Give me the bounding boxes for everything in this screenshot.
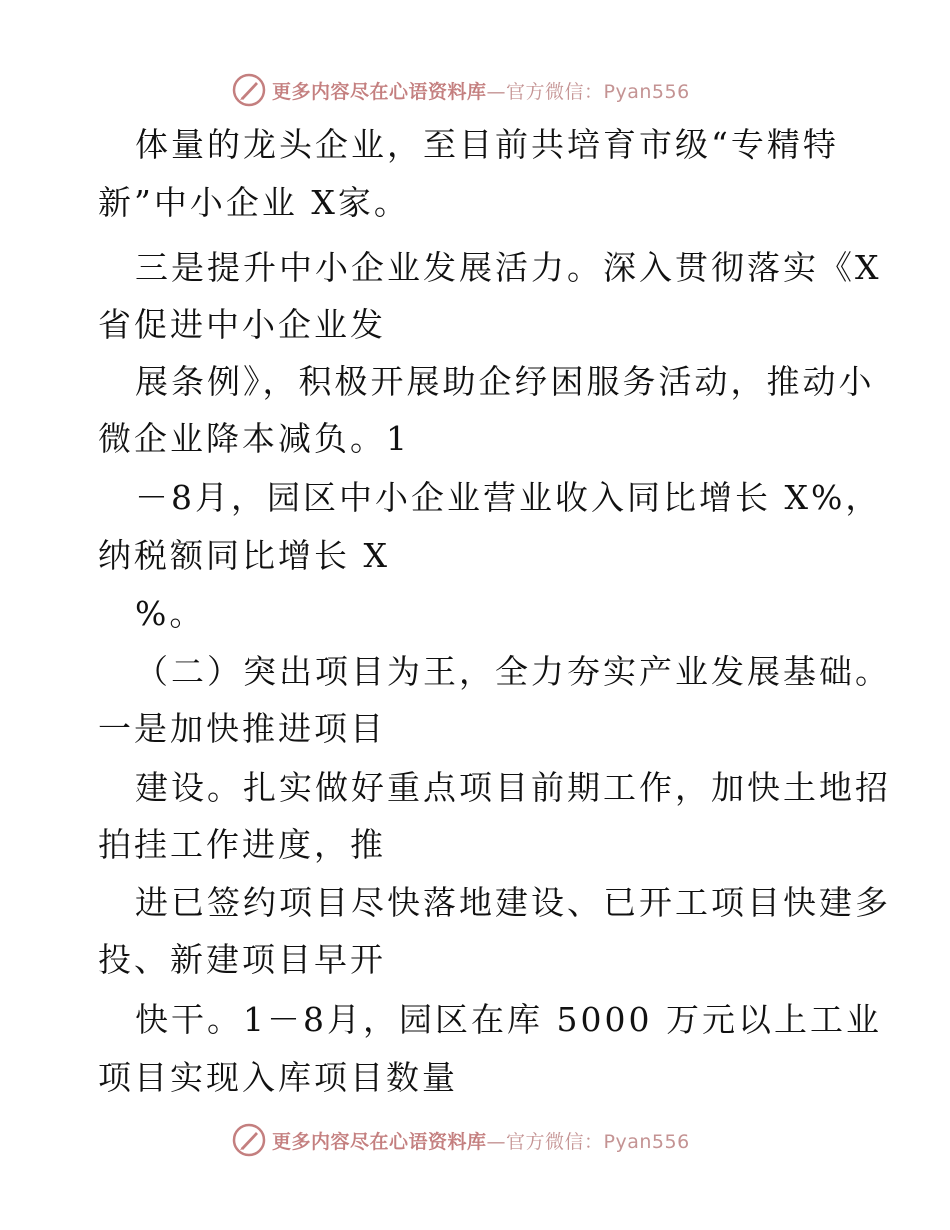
text-line: 省促进中小企业发 — [98, 305, 386, 344]
text-line: 三是提升中小企业发展活力。深入贯彻落实《X — [135, 248, 882, 287]
text-line: （二）突出项目为王，全力夯实产业发展基础。 — [135, 652, 891, 691]
text-line: 体量的龙头企业，至目前共培育市级“专精特 — [135, 125, 839, 164]
text-line: 进已签约项目尽快落地建设、已开工项目快建多 — [135, 883, 891, 922]
text-line: %。 — [135, 594, 206, 633]
quill-pen-logo-icon — [232, 1123, 266, 1157]
text-line: 拍挂工作进度，推 — [98, 825, 386, 864]
text-line: 纳税额同比增长 X — [98, 536, 390, 575]
watermark-header — [232, 72, 712, 108]
text-line: 一是加快推进项目 — [98, 709, 386, 748]
text-line: 新”中小企业 X家。 — [98, 183, 410, 222]
text-line: 建设。扎实做好重点项目前期工作，加快土地招 — [135, 768, 891, 807]
text-line: 快干。1－8月，园区在库 5000 万元以上工业 — [135, 1000, 882, 1039]
watermark-text: 更多内容尽在心语资料库—官方微信：Pyan556 — [272, 80, 690, 103]
text-line: 项目实现入库项目数量 — [98, 1058, 458, 1097]
text-line: 微企业降本减负。1 — [98, 419, 410, 458]
watermark-footer — [232, 1122, 712, 1158]
text-line: 展条例》，积极开展助企纾困服务活动，推动小 — [135, 362, 875, 401]
text-line: 投、新建项目早开 — [98, 940, 386, 979]
watermark-text: 更多内容尽在心语资料库—官方微信：Pyan556 — [272, 1130, 690, 1153]
text-line: －8月，园区中小企业营业收入同比增长 X%， — [135, 478, 882, 517]
quill-pen-logo-icon — [232, 73, 266, 107]
